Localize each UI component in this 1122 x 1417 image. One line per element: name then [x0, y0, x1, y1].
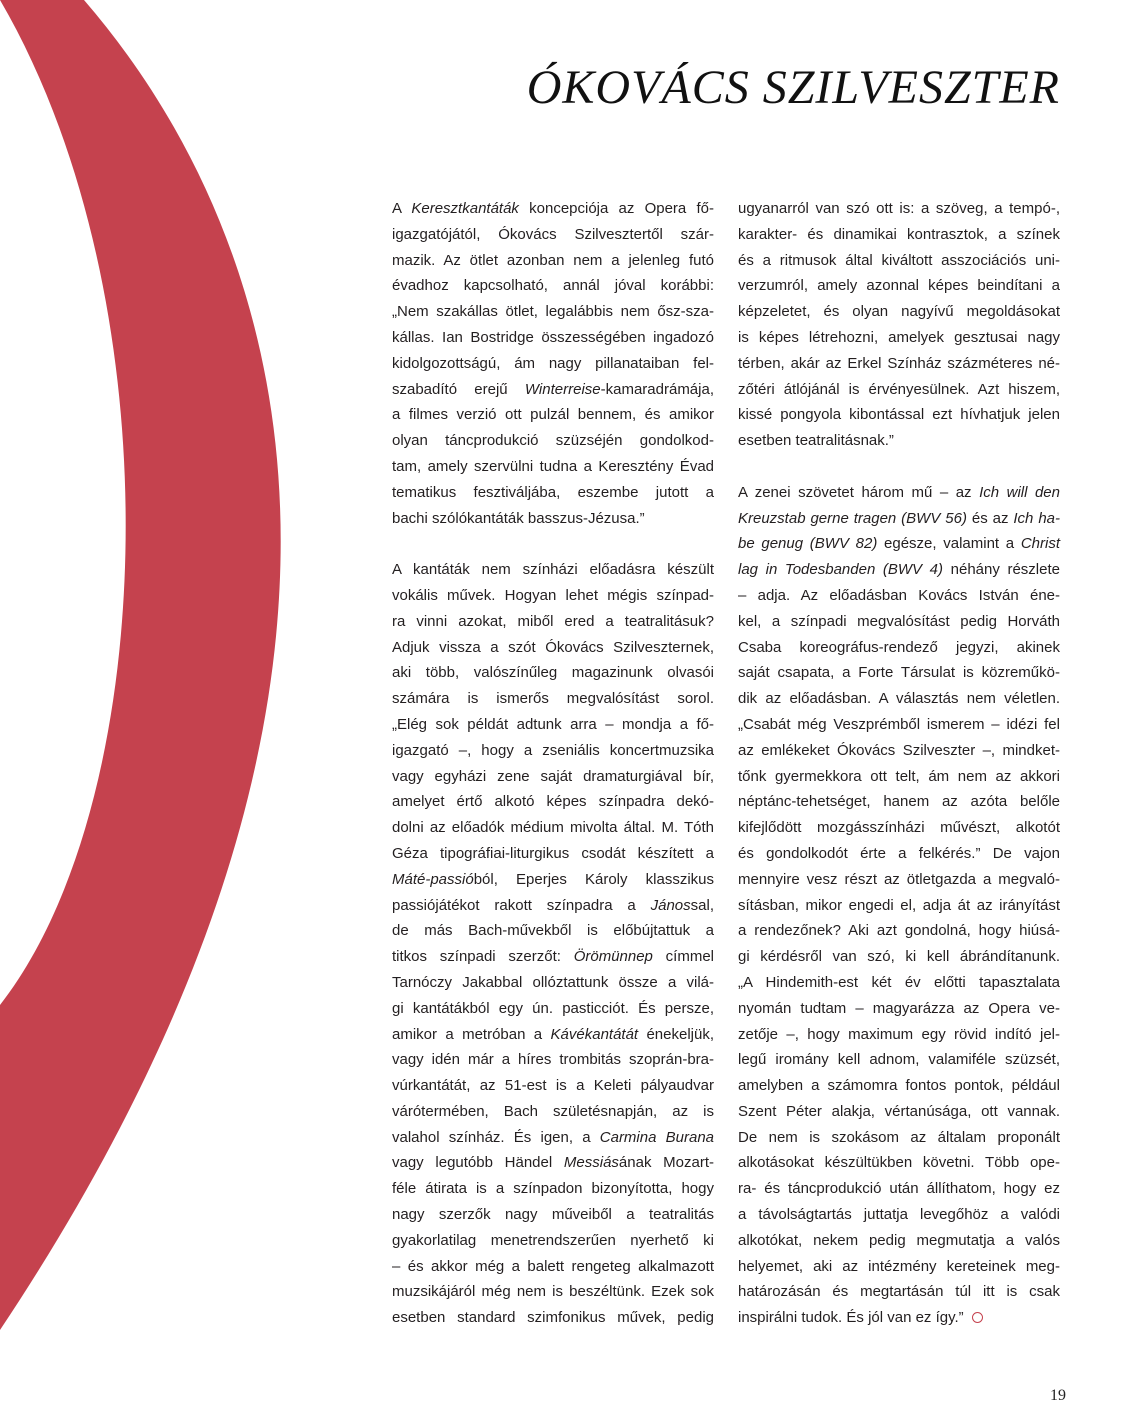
text-line: zőtéri átlójánál is érvényesülnek. Azt hiszem, — [738, 380, 1060, 398]
text-line: a rendezőnek? Aki azt gondolná, hogy hiúsá- — [738, 922, 1060, 940]
text-line: inspirálni tudok. És jól van ez így.” — [738, 1305, 1060, 1331]
text-line: vagy legutóbb Händel Messiásának Mozart- — [392, 1154, 714, 1172]
paragraph — [392, 196, 714, 531]
text-line: nyomán tudtam – magyarázza az Opera ve- — [738, 999, 1060, 1017]
text-line: A kantáták nem színházi előadásra készült — [392, 561, 714, 579]
text-line: térben, akár az Erkel Színház százméteres né- — [738, 354, 1060, 372]
text-line: nagy szerzők nagy műveiből a teatralitás — [392, 1206, 714, 1224]
text-line: ra- és táncprodukció után állíthatom, hogy ez — [738, 1180, 1060, 1198]
text-line: határozásán és megtartásán túl itt is csak — [738, 1283, 1060, 1301]
text-line: verzumról, amely azonnal képes beindítani a — [738, 277, 1060, 295]
text-line: – és akkor még a balett rengeteg alkalmazott — [392, 1257, 714, 1275]
italic-title: Ich ha- — [1013, 509, 1060, 527]
text-line: kállas. Ian Bostridge összességében ingadozó — [392, 328, 714, 346]
text-line: tam, amely szervülni tudna a Keresztény Évad — [392, 457, 714, 475]
text-line: és gondolkodót érte a felkérés.” De vajon — [738, 844, 1060, 862]
text-line: valahol színház. És igen, a Carmina Burana — [392, 1128, 715, 1146]
text-line: várótermében, Bach születésnapján, az is — [392, 1102, 714, 1120]
paragraph — [392, 557, 714, 1331]
text-line: aki több, valószínűleg magazinunk olvasói — [392, 664, 714, 682]
text-line: Adjuk vissza a szót Ókovács Szilveszternek, — [392, 638, 714, 656]
italic-title: Christ — [1020, 535, 1061, 553]
text-line: kissé pongyola kibontással ezt hívhatjuk jelen — [738, 406, 1060, 424]
italic-title: Carmina Burana — [599, 1128, 715, 1146]
text-line: is képes létrehozni, amelyek gesztusai nagy — [738, 328, 1060, 346]
text-line: tematikus fesztiváljába, eszembe jutott a — [392, 483, 714, 501]
text-line: Máté-passióból, Eperjes Károly klasszikus — [392, 870, 714, 888]
italic-title: Kávékantátát — [550, 1025, 639, 1043]
text-line: amikor a metróban a Kávékantátát énekeljük, — [392, 1025, 715, 1043]
text-line: kel, a színpadi megvalósítást pedig Horváth — [738, 612, 1060, 630]
article-column-right — [738, 196, 1060, 1331]
text-line: tőnk gyermekkora ott telt, ám nem az akkori — [738, 767, 1060, 785]
text-line: mazik. Az ötlet azonban nem a jelenleg futó — [392, 251, 714, 269]
text-line: Tarnóczy Jakabbal ollóztattunk össze a vilá- — [392, 973, 714, 991]
text-line: mennyire vesz részt az ötletgazda a megvaló- — [738, 870, 1060, 888]
text-line: alkotásokat készültükben követni. Több ope- — [738, 1154, 1060, 1172]
text-line: be genug (BWV 82) egésze, valamint a Christ — [738, 535, 1061, 553]
text-line: A Keresztkantáták koncepciója az Opera fő- — [392, 200, 714, 217]
text-line: számára is ismerős megvalósítást sorol. — [392, 690, 714, 708]
text-line: amelyben a számomra fontos pontok, például — [738, 1077, 1060, 1095]
article-title: ÓKOVÁCS SZILVESZTER — [526, 61, 1060, 114]
text-line: De nem is szokásom az általam proponált — [738, 1128, 1060, 1146]
text-line: gi kérdésről van szó, ki kell ábrándítanunk. — [738, 948, 1060, 966]
paragraph — [738, 196, 1060, 454]
italic-title: Keresztkantáták — [411, 200, 519, 217]
italic-title: Winterreise — [524, 380, 601, 398]
text-line: sításban, mikor engedi el, adja át az irányítást — [738, 896, 1060, 914]
italic-title: Örömünnep — [573, 948, 653, 966]
text-line: féle átirata is a színpadon bizonyította, hogy — [392, 1180, 714, 1198]
text-line: ra vinni azokat, miből ered a teatralitásuk? — [392, 612, 714, 630]
text-line: szabadító erejű Winterreise-kamaradrámája, — [392, 380, 714, 398]
text-line: a távolságtartás juttatja levegőhöz a valódi — [738, 1206, 1060, 1224]
text-line: Csaba koreográfus-rendező jegyzi, akinek — [738, 638, 1060, 656]
text-line: saját csapata, a Forte Társulat is közreműkö- — [738, 664, 1060, 682]
text-line: zetője –, hogy maximum egy rövid indító jel- — [738, 1025, 1060, 1043]
text-line: kidolgozottságú, ám nagy pillanataiban fel- — [392, 354, 714, 372]
italic-title: Máté-passió — [392, 870, 474, 888]
text-line: évadhoz kapcsolható, annál jóval korábbi: — [392, 277, 714, 295]
text-line: ugyanarról van szó ott is: a szöveg, a tempó-, — [738, 200, 1060, 217]
text-line: kifejlődött mozgásszínházi művészt, alkotót — [738, 819, 1060, 837]
text-line: vokális művek. Hogyan lehet mégis színpad- — [392, 586, 714, 604]
text-line: alkotókat, nekem pedig megmutatja a valós — [738, 1231, 1060, 1249]
text-line: néptánc-tehetséget, hanem az azóta belőle — [738, 793, 1060, 811]
text-line: legű iromány kell adnom, valamiféle szüzsét, — [738, 1051, 1060, 1069]
text-line: vagy egyházi zene saját dramaturgiával bír, — [392, 767, 714, 785]
text-line: vagy idén már a híres trombitás szoprán-bra- — [392, 1051, 714, 1069]
italic-title: lag in Todesbanden (BWV 4) — [738, 561, 944, 579]
text-line: dolni az előadók médium mivolta által. M. Tóth — [392, 819, 714, 837]
article-column-left — [392, 196, 714, 1331]
text-line: karakter- és dinamikai kontrasztok, a színek — [738, 225, 1060, 243]
text-line: Kreuzstab gerne tragen (BWV 56) és az Ich ha- — [738, 509, 1060, 527]
text-line: az emlékeket Ókovács Szilveszter –, mindket- — [738, 741, 1060, 759]
text-line: képzeletet, és olyan nagyívű megoldásokat — [738, 303, 1060, 321]
italic-title: Ich will den — [979, 483, 1060, 501]
text-line: passiójátékot rakott színpadra a Jánossal, — [392, 896, 714, 914]
text-line: helyemet, aki az intézmény kereteinek meg- — [738, 1257, 1060, 1275]
text-line: esetben teatralitásnak.” — [738, 432, 894, 450]
text-line: dik az előadásban. A választás nem véletlen. — [738, 690, 1060, 708]
text-line: esetben standard szimfonikus művek, pedig — [392, 1309, 714, 1327]
text-line: lag in Todesbanden (BWV 4) néhány részlete — [738, 561, 1060, 579]
text-line: olyan táncprodukció szüzséjén gondolkod- — [392, 432, 714, 450]
text-line: amelyet értő alkotó képes színpadra dekó- — [392, 793, 714, 811]
red-crescent-shape — [0, 0, 281, 1330]
text-line: gi kantátákból egy ún. pasticciót. És persze, — [392, 999, 714, 1017]
italic-title: be genug (BWV 82) — [738, 535, 878, 553]
text-line: gyakorlatilag menetrendszerűen nyerhető ki — [392, 1231, 714, 1249]
text-line: „Nem szakállas ötlet, legalábbis nem ősz-sza- — [392, 303, 714, 321]
text-line: muzsikájáról még nem is beszéltünk. Ezek sok — [392, 1283, 714, 1301]
paragraph — [738, 480, 1060, 1331]
end-of-article-icon — [972, 1312, 983, 1323]
text-line: – adja. Az előadásban Kovács István éne- — [738, 586, 1060, 604]
text-line: a filmes verzió ott pulzál bennem, és amikor — [392, 406, 714, 424]
text-line: A zenei szövetet három mű – az Ich will den — [738, 483, 1060, 501]
text-line: de más Bach-művekből is előbújtattuk a — [392, 922, 714, 940]
italic-title: Messiás — [563, 1154, 619, 1172]
text-line: igazgató –, hogy a zseniális koncertmuzsika — [392, 741, 714, 759]
red-curve-decoration — [0, 0, 380, 1417]
text-line: Géza tipográfiai-liturgikus csodát készített a — [392, 844, 714, 862]
page-number: 19 — [1050, 1387, 1066, 1404]
text-line: Szent Péter alakja, vértanúsága, ott vannak. — [738, 1102, 1060, 1120]
text-line: és a ritmusok által kiváltott asszociációs uni- — [738, 251, 1060, 269]
italic-title: János — [650, 896, 691, 914]
text-line: „Elég sok példát adtunk arra – mondja a fő- — [392, 715, 714, 733]
text-line: vúrkantátát, az 51-est is a Keleti pályaudvar — [392, 1077, 714, 1095]
text-line: igazgatójától, Ókovács Szilvesztertől szár- — [392, 225, 714, 243]
italic-title: Kreuzstab gerne tragen (BWV 56) — [738, 509, 967, 527]
text-line: „Csabát még Veszprémből ismerem – idézi fel — [738, 715, 1060, 733]
text-line: „A Hindemith-est két év előtti tapasztalata — [738, 973, 1060, 991]
text-line: bachi szólókantáták basszus-Jézusa.” — [392, 509, 645, 527]
text-line: titkos színpadi szerzőt: Örömünnep címmel — [392, 948, 714, 966]
